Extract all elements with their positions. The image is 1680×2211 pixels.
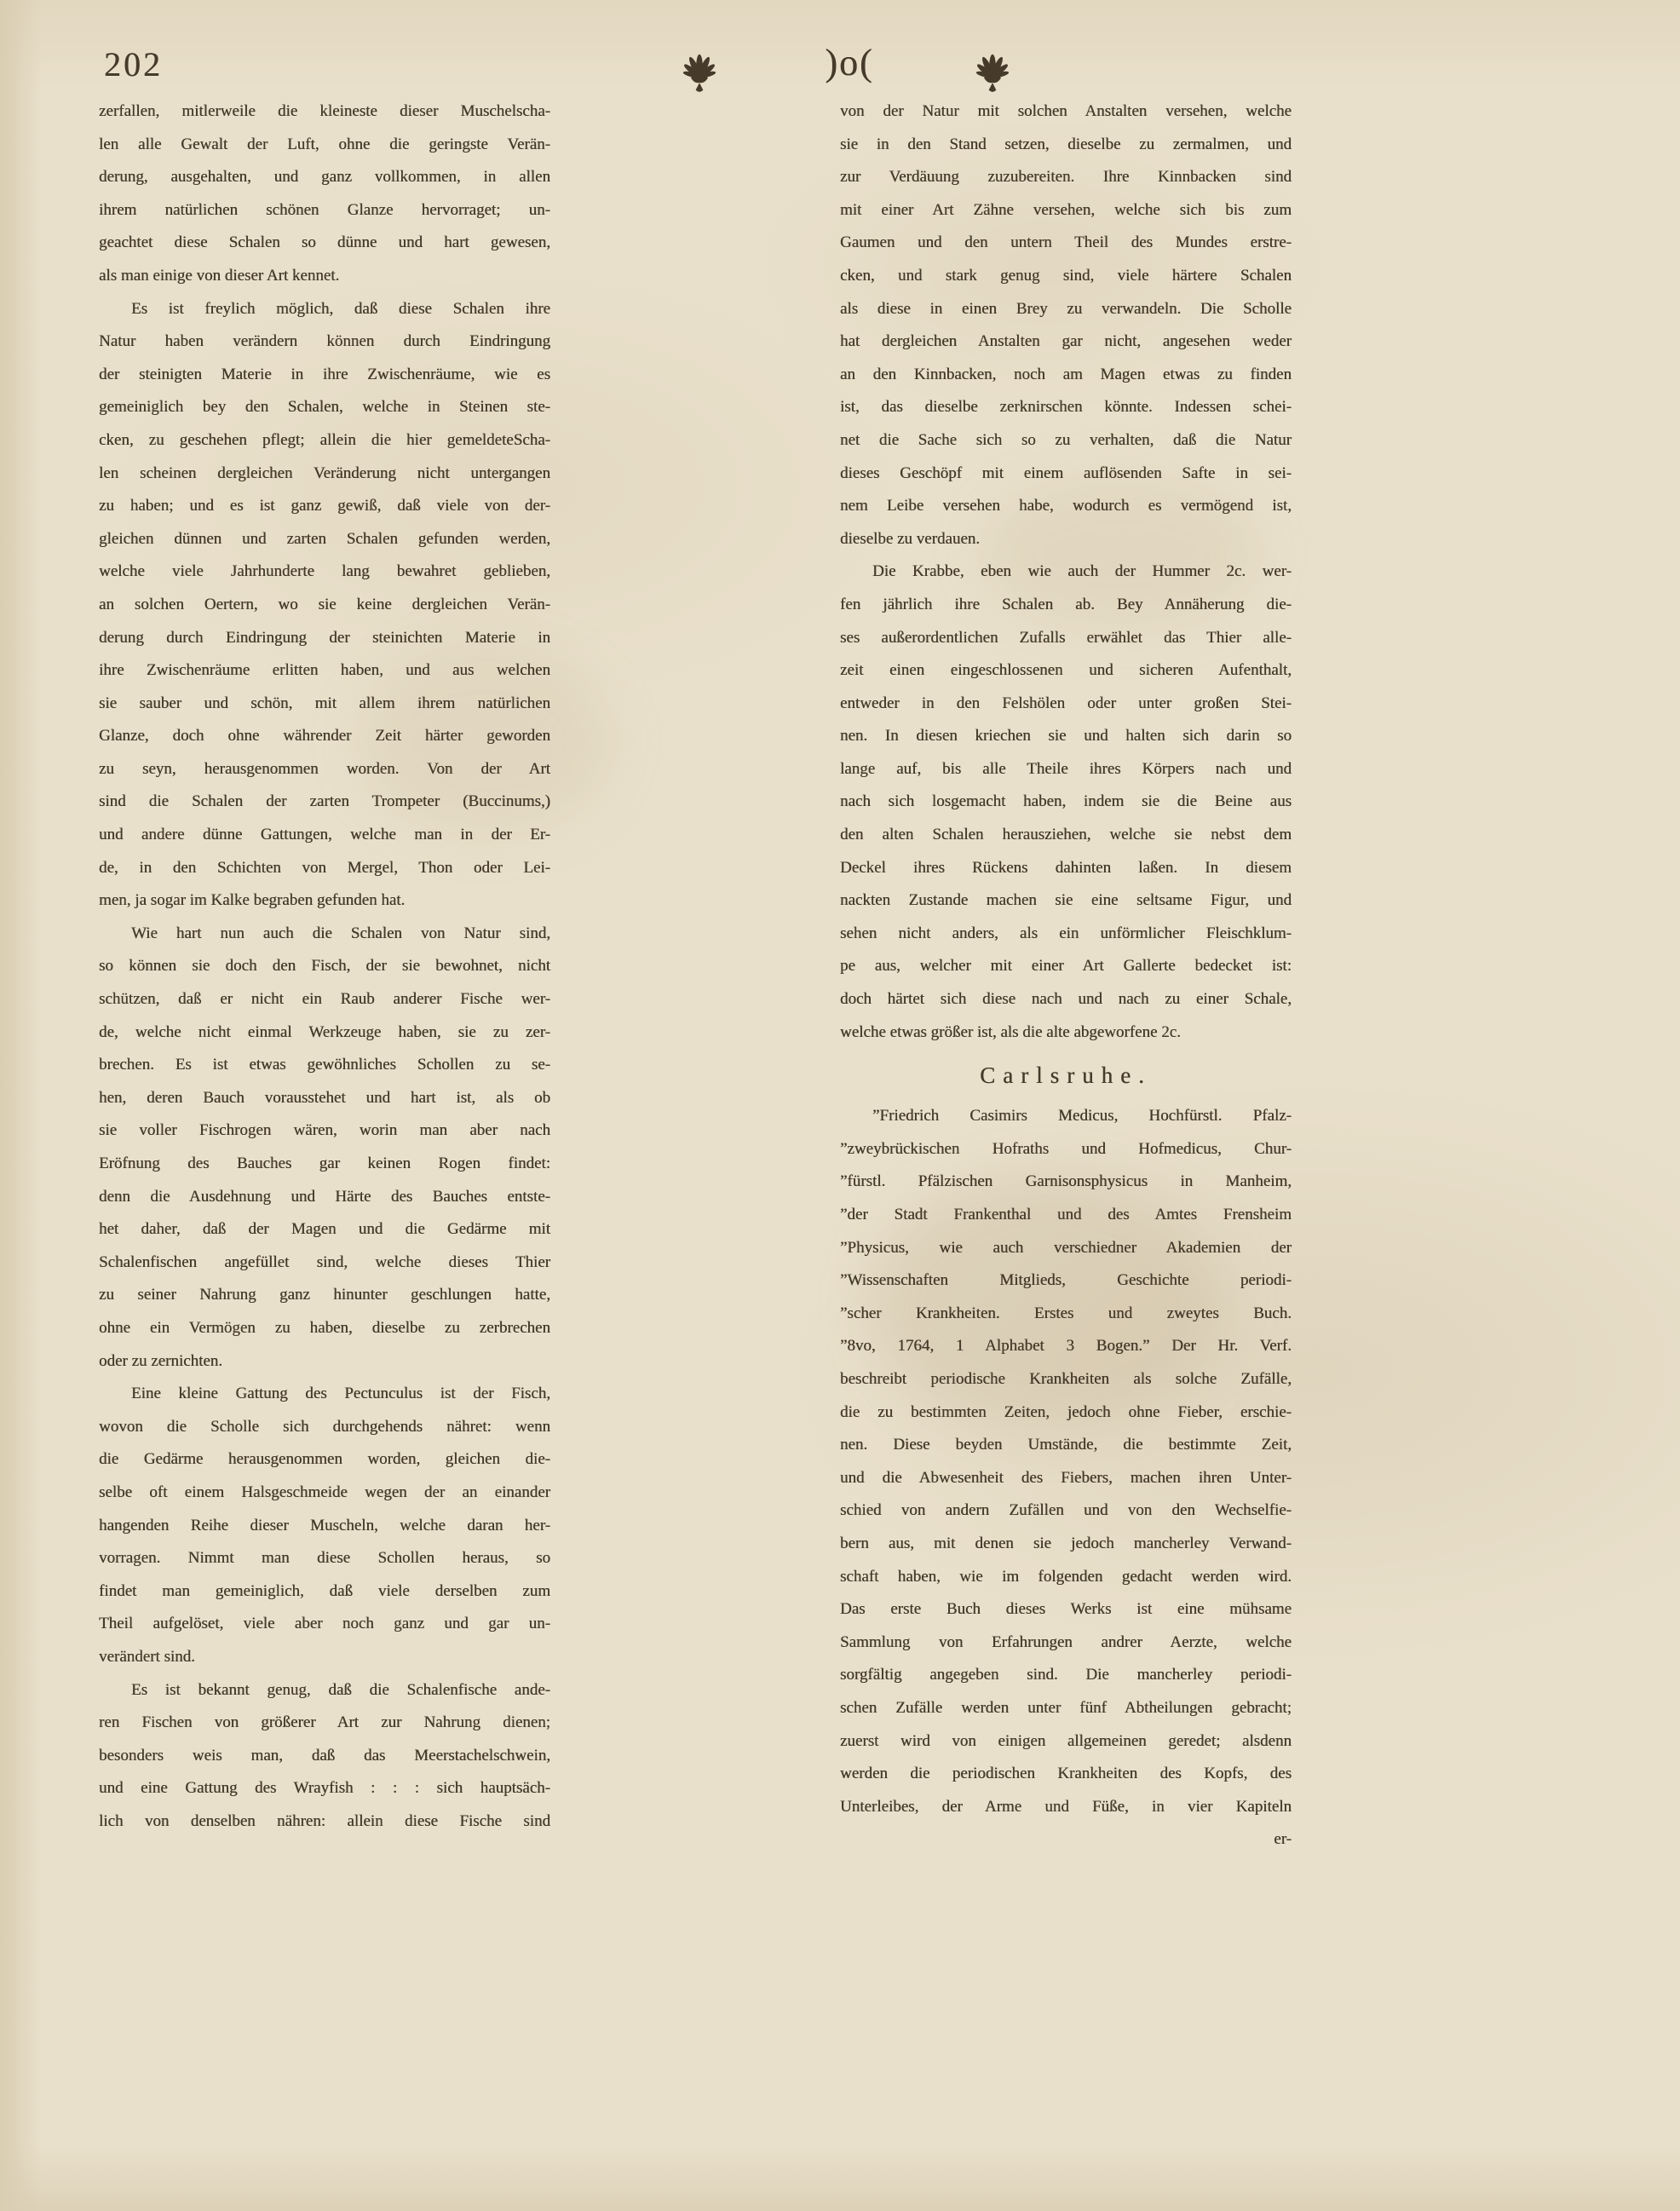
text-line: zerfallen, mitlerweile die kleineste dieser Muschelscha- <box>99 102 550 120</box>
text-line: Gaumen und den untern Theil des Mundes erstre- <box>840 233 1292 252</box>
header-divider-mark: )o( <box>825 42 874 83</box>
page-number: 202 <box>104 45 163 83</box>
text-line: gemeiniglich bey den Schalen, welche in Steinen ste- <box>99 398 550 417</box>
text-line: ihre Zwischenräume erlitten haben, und aus welchen <box>99 661 550 680</box>
text-line: sehen nicht anders, als ein unförmlicher Fleischklum- <box>840 924 1292 942</box>
text-line: fen jährlich ihre Schalen ab. Bey Annäherung die- <box>840 595 1292 613</box>
text-line: gleichen dünnen und zarten Schalen gefunden werden, <box>99 529 550 548</box>
text-line: ”Wissenschaften Mitglieds, Geschichte periodi- <box>840 1271 1292 1290</box>
text-line: cken, und stark genug sind, viele härtere Schalen <box>840 266 1292 285</box>
text-line: ohne ein Vermögen zu haben, dieselbe zu zerbrechen <box>99 1318 550 1337</box>
text-line: nackten Zustande machen sie eine seltsame Figur, und <box>840 891 1292 910</box>
text-line: sie sauber und schön, mit allem ihrem natürlichen <box>99 694 550 712</box>
text-column-right <box>840 95 1292 1857</box>
text-line: Theil aufgelöset, viele aber noch ganz und gar un- <box>99 1615 550 1633</box>
text-line: ”der Stadt Frankenthal und des Amtes Frensheim <box>840 1206 1292 1224</box>
text-line: und eine Gattung des Wrayfish : : : sich hauptsäch- <box>99 1779 550 1798</box>
text-line: entweder in den Felshölen oder unter großen Stei- <box>840 694 1292 712</box>
text-line: lange auf, bis alle Theile ihres Körpers nach und <box>840 759 1292 778</box>
text-line: werden die periodischen Krankheiten des Kopfs, des <box>840 1765 1292 1783</box>
text-line: zu seiner Nahrung ganz hinunter geschlungen hatte, <box>99 1286 550 1304</box>
text-line: ses außerordentlichen Zufalls erwählet das Thier alle- <box>840 628 1292 647</box>
text-line: len alle Gewalt der Luft, ohne die geringste Verän- <box>99 135 550 153</box>
text-line: Glanze, doch ohne währender Zeit härter geworden <box>99 727 550 746</box>
text-line: nen. In diesen kriechen sie und halten sich darin so <box>840 727 1292 746</box>
text-line: net die Sache sich so zu verhalten, daß die Natur <box>840 430 1292 449</box>
text-line: dieses Geschöpf mit einem auflösenden Safte in sei- <box>840 464 1292 482</box>
text-line: Die Krabbe, eben wie auch der Hummer 2c. wer- <box>872 562 1292 581</box>
text-line: und andere dünne Gattungen, welche man in der Er- <box>99 826 550 844</box>
text-line: Schalenfischen angefüllet sind, welche dieses Thier <box>99 1252 550 1271</box>
text-line: sorgfältig angegeben sind. Die mancherley periodi- <box>840 1666 1292 1684</box>
text-line: men, ja sogar im Kalke begraben gefunden hat. <box>99 891 406 910</box>
text-line: cken, zu geschehen pflegt; allein die hier gemeldeteScha- <box>99 430 550 449</box>
text-line: zu seyn, herausgenommen worden. Von der Art <box>99 759 550 778</box>
text-line: besonders weis man, daß das Meerstachelschwein, <box>99 1746 550 1765</box>
text-line: von der Natur mit solchen Anstalten versehen, welche <box>840 102 1292 120</box>
text-line: zur Verdäuung zuzubereiten. Ihre Kinnbacken sind <box>840 168 1292 187</box>
text-line: ihrem natürlichen schönen Glanze hervorraget; un- <box>99 200 550 219</box>
text-line: und die Abwesenheit des Fiebers, machen ihren Unter- <box>840 1468 1292 1487</box>
text-line: nen. Diese beyden Umstände, die bestimmte Zeit, <box>840 1436 1292 1454</box>
text-line: Wie hart nun auch die Schalen von Natur sind, <box>131 924 550 942</box>
text-line: den alten Schalen herausziehen, welche sie nebst dem <box>840 826 1292 844</box>
text-line: findet man gemeiniglich, daß viele derselben zum <box>99 1581 550 1600</box>
text-line: zuerst wird von einigen allgemeinen geredet; alsdenn <box>840 1731 1292 1750</box>
text-line: len scheinen dergleichen Veränderung nicht untergangen <box>99 464 550 482</box>
text-line: ”8vo, 1764, 1 Alphabet 3 Bogen.” Der Hr. Verf. <box>840 1337 1292 1356</box>
text-line: ren Fischen von größerer Art zur Nahrung dienen; <box>99 1713 550 1732</box>
text-line: derung durch Eindringung der steinichten Materie in <box>99 628 550 647</box>
text-line: sind die Schalen der zarten Trompeter (Buccinums,) <box>99 792 550 811</box>
text-line: vorragen. Nimmt man diese Schollen heraus, so <box>99 1549 550 1568</box>
text-line: die Gedärme herausgenommen worden, gleichen die- <box>99 1450 550 1469</box>
text-line: welche etwas größer ist, als die alte abgeworfene 2c. <box>840 1022 1181 1041</box>
text-line: ”Physicus, wie auch verschiedner Akademien der <box>840 1238 1292 1257</box>
text-line: geachtet diese Schalen so dünne und hart gewesen, <box>99 233 550 252</box>
catchword: er- <box>1274 1830 1292 1849</box>
text-line: sie voller Fischrogen wären, worin man aber nach <box>99 1121 550 1140</box>
text-line: als diese in einen Brey zu verwandeln. Die Scholle <box>840 299 1292 318</box>
text-line: ”scher Krankheiten. Erstes und zweytes Buch. <box>840 1304 1292 1322</box>
text-line: ”zweybrückischen Hofraths und Hofmedicus, Chur- <box>840 1139 1292 1158</box>
text-line: doch härtet sich diese nach und nach zu einer Schale, <box>840 990 1292 1009</box>
text-line: an den Kinnbacken, noch am Magen etwas zu finden <box>840 365 1292 383</box>
text-line: schied von andern Zufällen und von den Wechselfie- <box>840 1501 1292 1520</box>
section-heading: Carlsruhe. <box>980 1062 1152 1089</box>
text-line: beschreibt periodische Krankheiten als solche Zufälle, <box>840 1369 1292 1388</box>
text-line: Unterleibes, der Arme und Füße, in vier Kapiteln <box>840 1797 1292 1816</box>
text-line: mit einer Art Zähne versehen, welche sich bis zum <box>840 200 1292 219</box>
fleuron-icon <box>968 49 1017 94</box>
text-line: als man einige von dieser Art kennet. <box>99 266 340 285</box>
text-line: schützen, daß er nicht ein Raub anderer Fische wer- <box>99 990 550 1009</box>
text-line: lich von denselben nähren: allein diese Fische sind <box>99 1811 550 1830</box>
text-line: Das erste Buch dieses Werks ist eine mühsame <box>840 1600 1292 1619</box>
text-line: selbe oft einem Halsgeschmeide wegen der an einander <box>99 1483 550 1501</box>
text-column-left <box>99 95 550 1838</box>
text-line: der steinigten Materie in ihre Zwischenräume, wie es <box>99 365 550 383</box>
text-line: sie in den Stand setzen, dieselbe zu zermalmen, und <box>840 135 1292 153</box>
text-line: hat dergleichen Anstalten gar nicht, angesehen weder <box>840 332 1292 351</box>
text-line: ”fürstl. Pfälzischen Garnisonsphysicus in Manheim, <box>840 1172 1292 1191</box>
text-line: Eröfnung des Bauches gar keinen Rogen findet: <box>99 1154 550 1172</box>
text-line: het daher, daß der Magen und die Gedärme mit <box>99 1220 550 1239</box>
text-line: die zu bestimmten Zeiten, jedoch ohne Fieber, erschie- <box>840 1402 1292 1421</box>
text-line: nach sich losgemacht haben, indem sie die Beine aus <box>840 792 1292 811</box>
text-line: Deckel ihres Rückens dahinten laßen. In diesem <box>840 858 1292 877</box>
text-line: hangenden Reihe dieser Muscheln, welche daran her- <box>99 1516 550 1534</box>
text-line: dieselbe zu verdauen. <box>840 529 981 548</box>
text-line: an solchen Oertern, wo sie keine dergleichen Verän- <box>99 595 550 613</box>
text-line: de, in den Schichten von Mergel, Thon oder Lei- <box>99 858 550 877</box>
text-line: Natur haben verändern können durch Eindringung <box>99 332 550 351</box>
text-line: zeit einen eingeschlossenen und sicheren Aufenthalt, <box>840 661 1292 680</box>
text-line: denn die Ausdehnung und Härte des Bauches entste- <box>99 1187 550 1206</box>
text-line: verändert sind. <box>99 1647 195 1666</box>
text-line: Eine kleine Gattung des Pectunculus ist der Fisch, <box>131 1385 550 1403</box>
text-line: Sammlung von Erfahrungen andrer Aerzte, welche <box>840 1632 1292 1651</box>
text-line: derung, ausgehalten, und ganz vollkommen, in allen <box>99 168 550 187</box>
text-line: de, welche nicht einmal Werkzeuge haben, sie zu zer- <box>99 1022 550 1041</box>
text-line: schaft haben, wie im folgenden gedacht werden wird. <box>840 1567 1292 1586</box>
text-line: oder zu zernichten. <box>99 1351 223 1370</box>
text-line: Es ist bekannt genug, daß die Schalenfische ande- <box>131 1680 550 1699</box>
text-line: zu haben; und es ist ganz gewiß, daß viele von der- <box>99 497 550 515</box>
text-line: nem Leibe versehen habe, wodurch es vermögend ist, <box>840 497 1292 515</box>
text-line: schen Zufälle werden unter fünf Abtheilungen gebracht; <box>840 1698 1292 1717</box>
text-line: ist, das dieselbe zerknirschen könnte. Indessen schei- <box>840 398 1292 417</box>
text-line: wovon die Scholle sich durchgehends nähret: wenn <box>99 1417 550 1436</box>
text-line: Es ist freylich möglich, daß diese Schalen ihre <box>131 299 550 318</box>
text-line: bern aus, mit denen sie jedoch mancherley Verwand- <box>840 1534 1292 1552</box>
text-line: brechen. Es ist etwas gewöhnliches Schollen zu se- <box>99 1056 550 1074</box>
fleuron-icon <box>675 49 724 94</box>
text-line: ”Friedrich Casimirs Medicus, Hochfürstl. Pfalz- <box>872 1107 1292 1126</box>
text-line: welche viele Jahrhunderte lang bewahret geblieben, <box>99 562 550 581</box>
text-line: so können sie doch den Fisch, der sie bewohnet, nicht <box>99 957 550 976</box>
text-line: pe aus, welcher mit einer Art Gallerte bedecket ist: <box>840 957 1292 976</box>
text-line: hen, deren Bauch vorausstehet und hart ist, als ob <box>99 1088 550 1107</box>
